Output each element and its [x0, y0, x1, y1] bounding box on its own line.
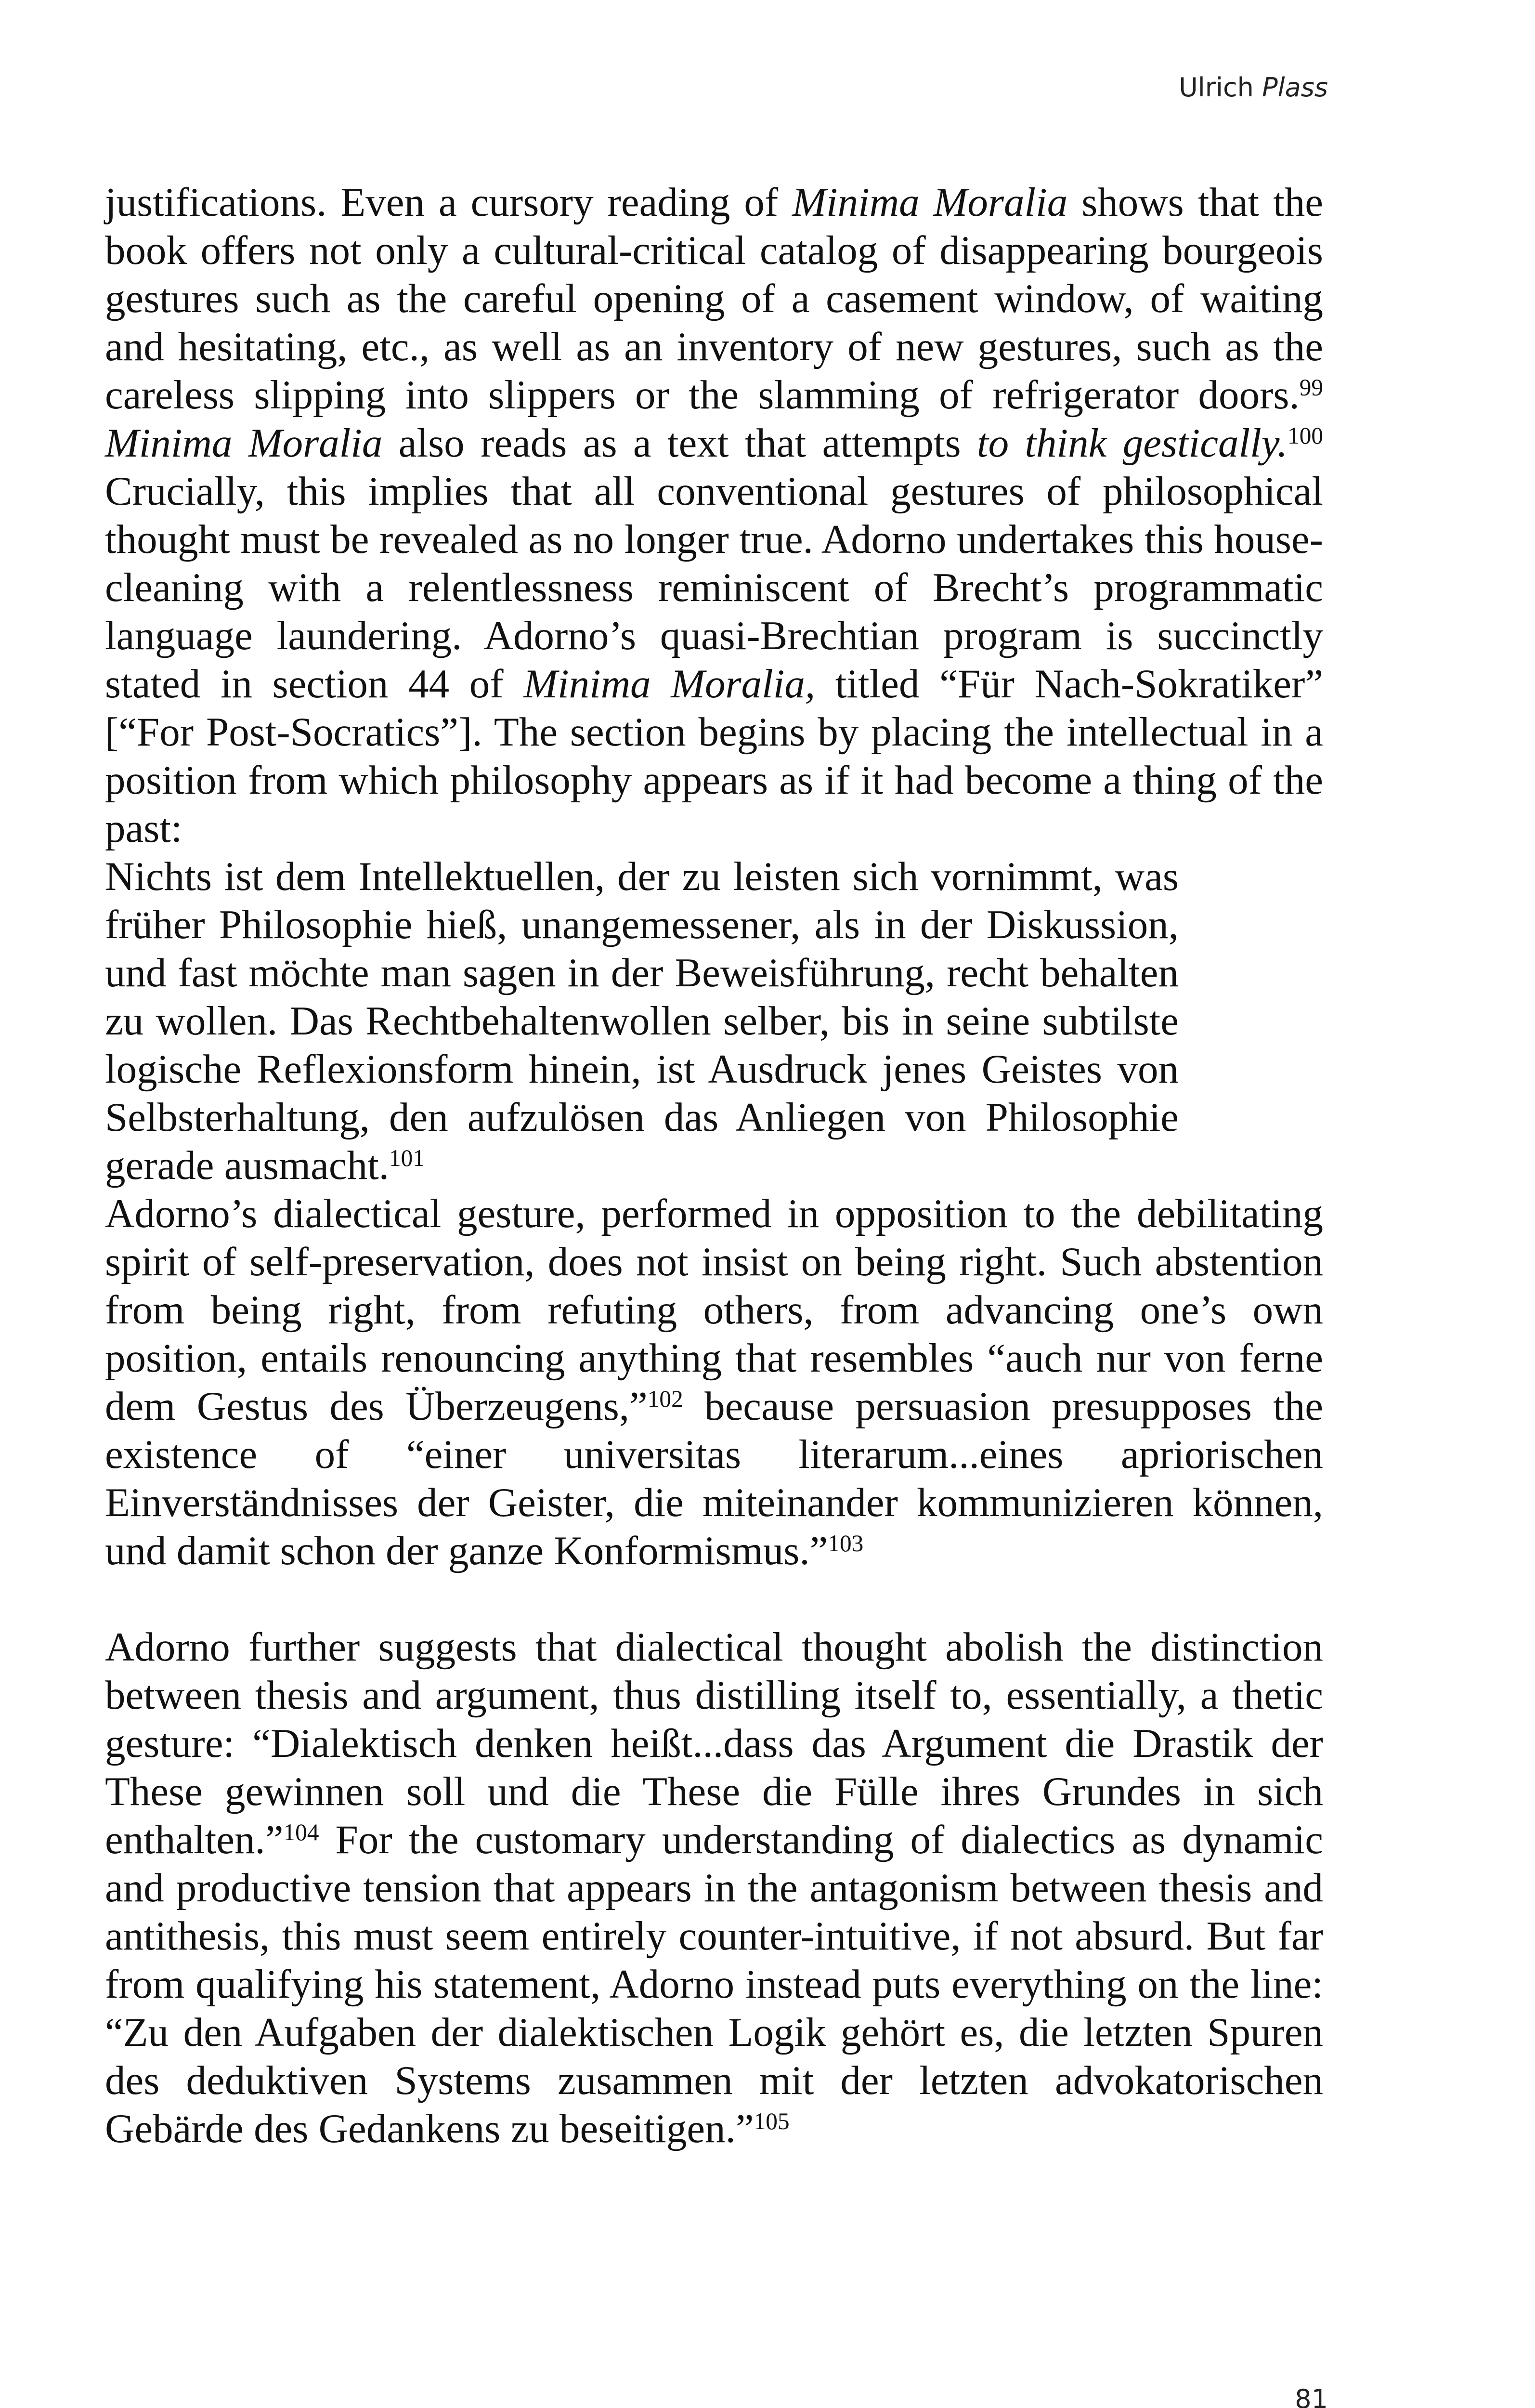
- paragraph-3: [105, 1623, 1323, 2153]
- author-first-name: Ulrich: [1179, 72, 1254, 103]
- footnote-marker: 105: [754, 2107, 790, 2134]
- paragraph-2: [105, 1190, 1323, 1575]
- italic-text: Minima Moralia: [105, 420, 383, 466]
- text-run: because persuasion presupposes the existence of “einer universitas literarum...eines apriorischen Einverständnisses der Geister, die miteinander kommunizieren können, und damit schon der ganze Konformismus.”: [105, 1384, 1324, 1573]
- text-run: justifications. Even a cursory reading of: [105, 180, 793, 225]
- footnote-marker: 100: [1288, 422, 1323, 449]
- footnote-marker: 103: [828, 1530, 864, 1557]
- author-last-name: Plass: [1262, 72, 1328, 103]
- text-run: also reads as a text that attempts: [382, 420, 977, 466]
- text-run: shows that the book offers not only a cultural-critical catalog of disappearing bourgeois gestures such as the careful opening of a casement window, of waiting and hesitating, etc., as well as an inventory of new gestures, such as the careless slipping into slippers or the slamming of refrigerator doors.: [105, 180, 1323, 418]
- text-run: Adorno’s dialectical gesture, performed in opposition to the debilitating spirit of self-preservation, does not insist on being right. Such abstention from being right, from refuting others, from advancing one’s own position, entails renouncing anything that resembles “auch nur von ferne dem Gestus des Überzeugens,”: [105, 1191, 1323, 1429]
- running-header: [1179, 72, 1328, 103]
- paragraph-1: [105, 178, 1323, 852]
- text-run: Nichts ist dem Intellektuellen, der zu leisten sich vornimmt, was früher Philosophie hieß, unangemessener, als in der Diskussion, und fast möchte man sagen in der Beweisführung, recht behalten zu wollen. Das Rechtbehaltenwollen selber, bis in seine subtilste logische Reflexionsform hinein, ist Ausdruck jenes Geistes von Selbsterhaltung, den aufzulösen das Anliegen von Philosophie gerade ausmacht.: [105, 854, 1179, 1188]
- block-quote: [105, 852, 1179, 1190]
- footnote-marker: 99: [1299, 374, 1323, 401]
- italic-text: Minima Moralia,: [523, 661, 816, 707]
- footnote-marker: 101: [389, 1144, 425, 1171]
- footnote-marker: 102: [647, 1385, 683, 1412]
- text-run: titled “Für Nach-Sokratiker” [“For Post-Socratics”]. The section begins by placing the intellectual in a position from which philosophy appears as if it had become a thing of the past:: [105, 661, 1323, 851]
- italic-text: to think gestically.: [976, 420, 1288, 466]
- text-run: Adorno further suggests that dialectical thought abolish the distinction between thesis and argument, thus distilling itself to, essentially, a thetic gesture: “Dialektisch denken heißt...dass das Argument die Drastik der These gewinnen soll und die These die Fülle ihres Grundes in sich enthalten.”: [105, 1624, 1323, 1862]
- footnote-marker: 104: [283, 1819, 319, 1845]
- text-run: Crucially, this implies that all conventional gestures of philosophical thought must be revealed as no longer true. Adorno undertakes this house-cleaning with a relentlessness reminiscent of Brecht’s programmatic language laundering. Adorno’s quasi-Brechtian program is succinctly stated in section 44 of: [105, 469, 1323, 707]
- text-run: For the customary understanding of dialectics as dynamic and productive tension that appears in the antagonism between thesis and antithesis, this must seem entirely counter-intuitive, if not absurd. But far from qualifying his statement, Adorno instead puts everything on the line: “Zu den Aufgaben der dialektischen Logik gehört es, die letzten Spuren des deduktiven Systems zusammen mit der letzten advokatorischen Gebärde des Gedankens zu beseitigen.”: [105, 1817, 1323, 2151]
- italic-text: Minima Moralia: [792, 180, 1068, 225]
- page-number: 81: [1295, 2384, 1328, 2408]
- body-text: [105, 178, 1323, 2153]
